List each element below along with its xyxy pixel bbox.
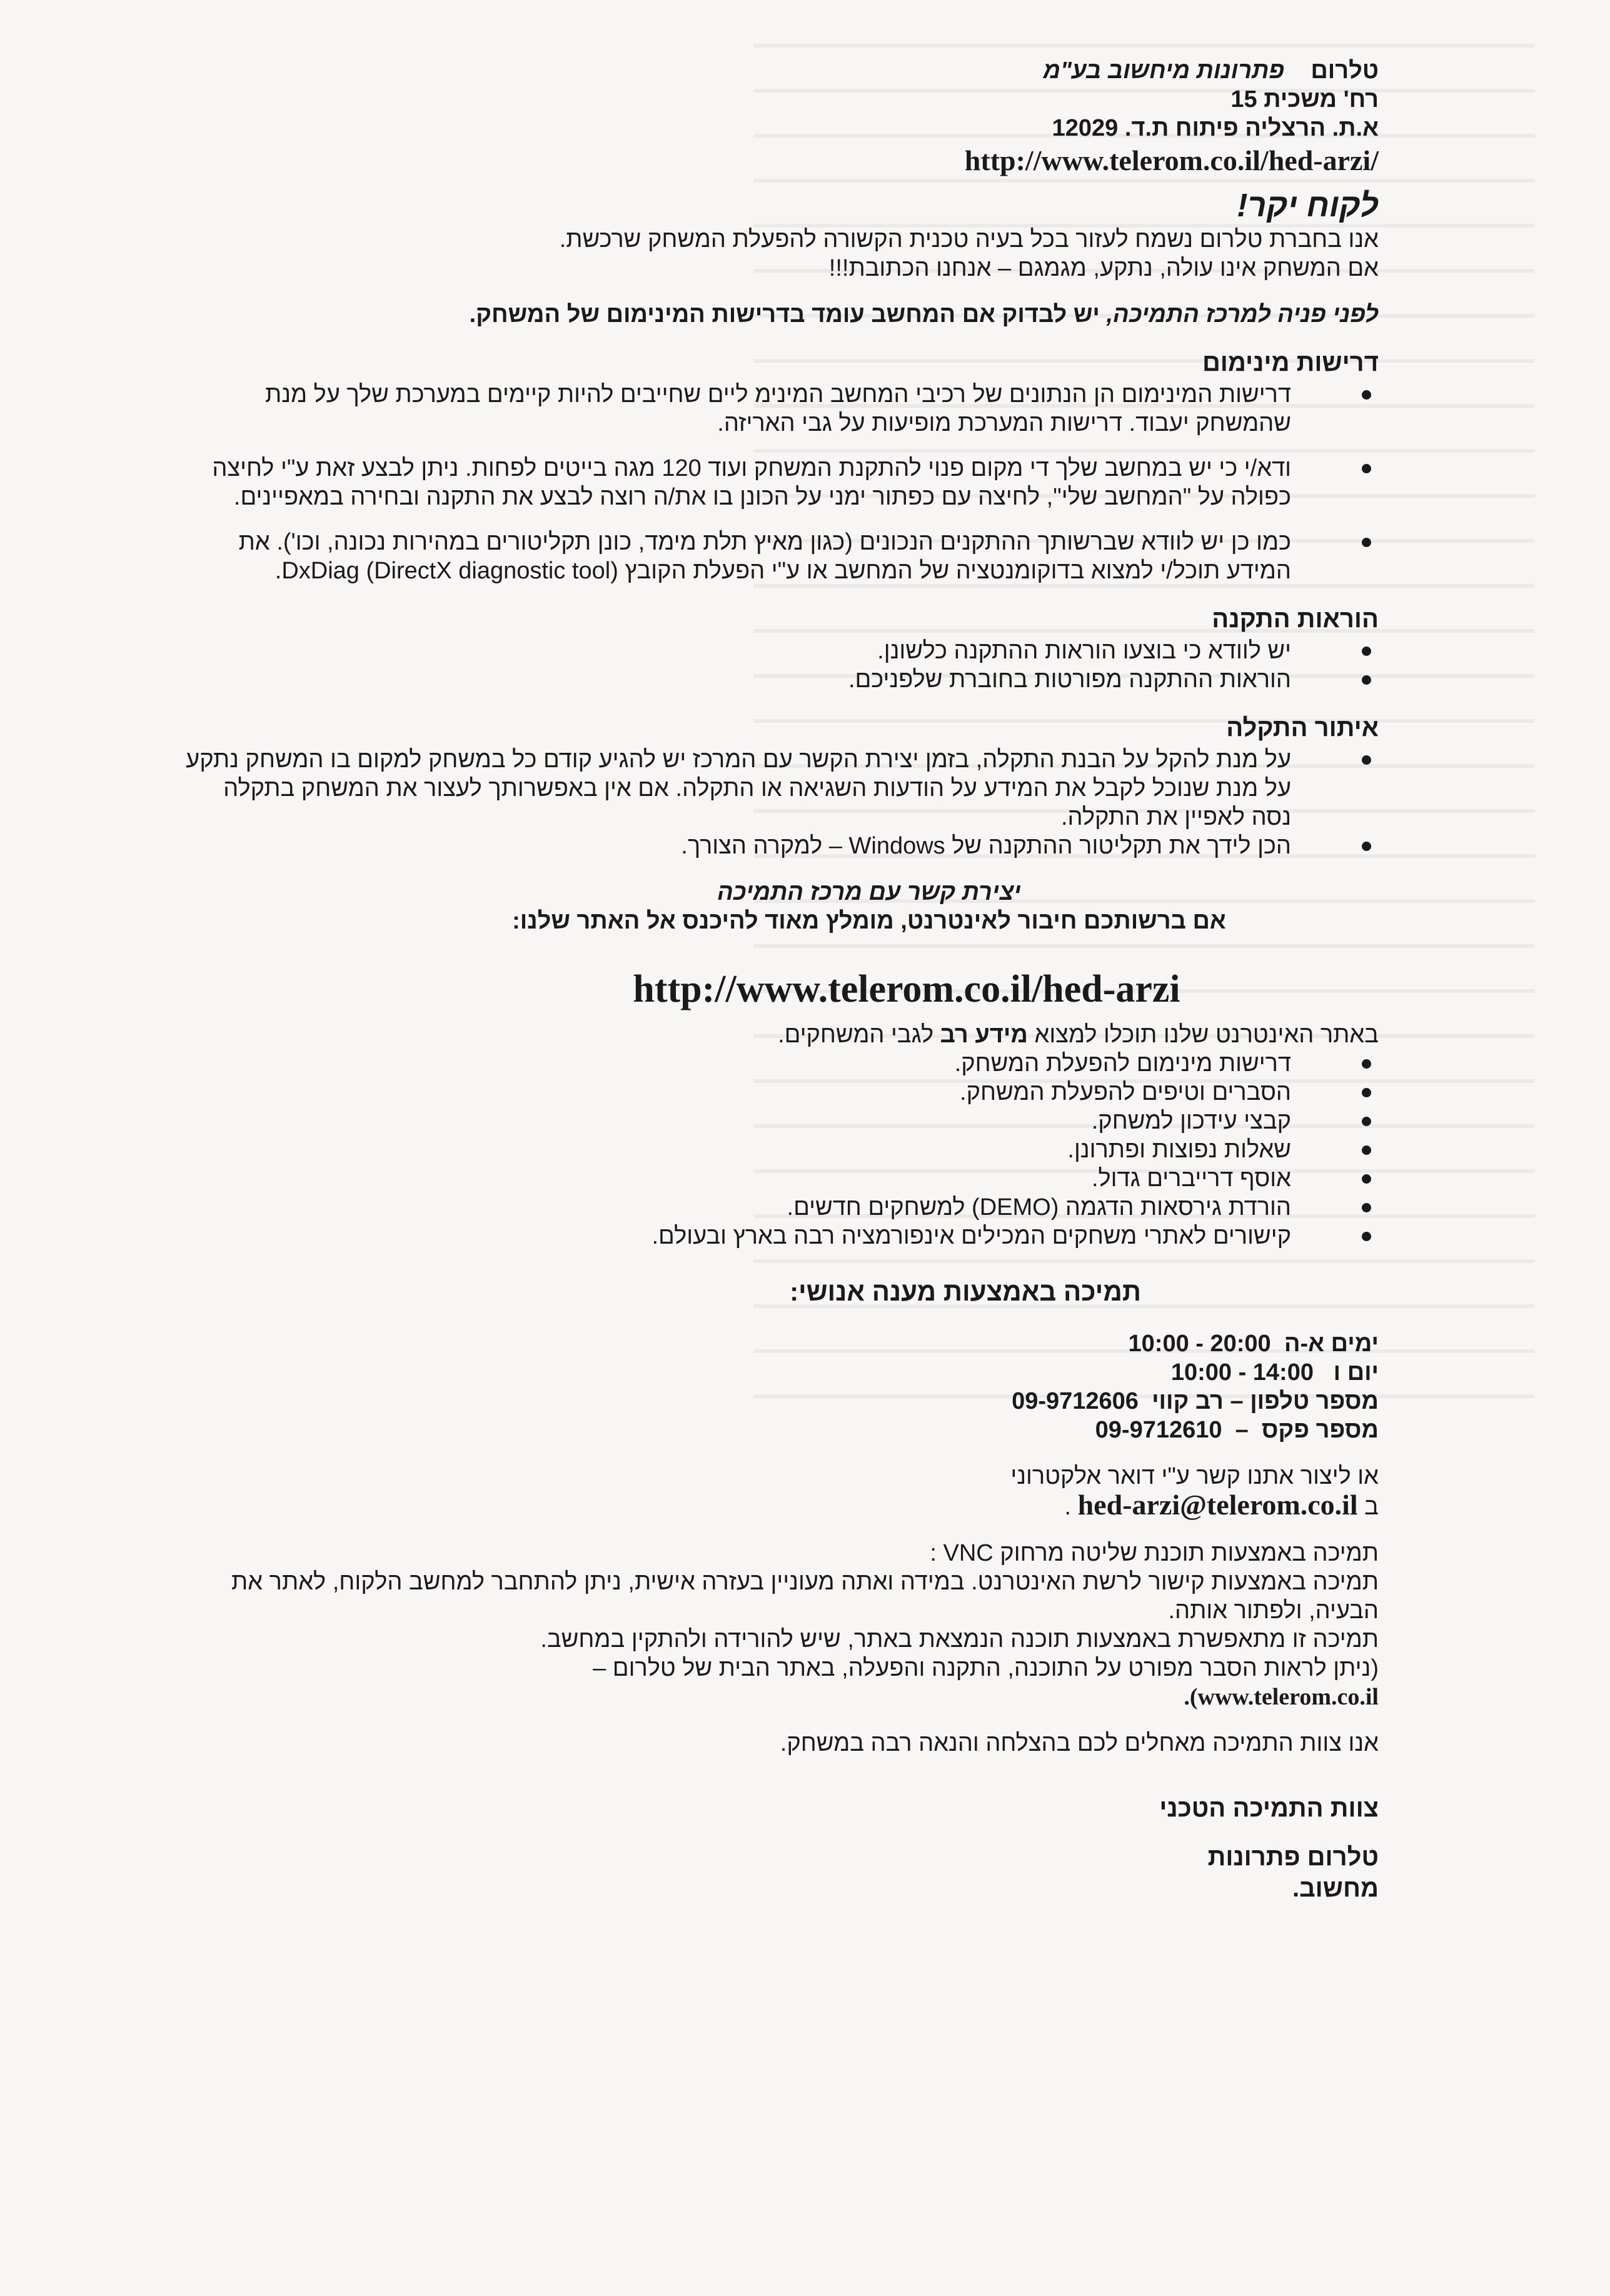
letterhead [172, 56, 1379, 179]
fault-heading: איתור התקלה [1226, 714, 1379, 742]
site-features-list [172, 1049, 1379, 1251]
min-req-list [172, 380, 1379, 585]
signature-team: צוות התמיכה הטכני [1159, 1795, 1379, 1822]
intro-line-2: אם המשחק אינו עולה, נתקע, מגמגם – אנחנו הכתובת!!! [828, 255, 1379, 281]
intro-note-bold: לפני פניה למרכז התמיכה, [1106, 301, 1379, 328]
vnc-line-5[interactable]: www.telerom.co.il). [1184, 1684, 1379, 1710]
list-item: דרישות המינימום הן הנתונים של רכיבי המחשב המינימ ליים שחייבים להיות קיימים במערכת שלך על מנת שהמשחק יעבוד. דרישות המערכת מופיעות על גבי האריזה. [184, 380, 1379, 438]
phone-line: מספר טלפון – רב קווי 09-9712606 [1012, 1388, 1379, 1414]
closing-line: אנו צוות התמיכה מאחלים לכם בהצלחה והנאה רבה במשחק. [780, 1730, 1379, 1756]
human-support-heading: תמיכה באמצעות מענה אנושי: [790, 1277, 1141, 1306]
list-item: שאלות נפוצות ופתרונן. [184, 1135, 1379, 1164]
vnc-line-4: (ניתן לראות הסבר מפורט על התוכנה, התקנה והפעלה, באתר הבית של טלרום – [593, 1655, 1379, 1681]
street-address: רח' משכית 15 [1230, 86, 1379, 113]
fax-number: 09-9712610 [1095, 1417, 1222, 1443]
contact-subtitle: אם ברשותכם חיבור לאינטרנט, מומלץ מאוד להיכנס אל האתר שלנו: [512, 908, 1226, 934]
vnc-line-3: תמיכה זו מתאפשרת באמצעות תוכנה הנמצאת באתר, שיש להורידה ולהתקין במחשב. [540, 1626, 1379, 1653]
contact-heading: יצירת קשר עם מרכז התמיכה [717, 879, 1021, 905]
site-intro-bold: מידע רב [940, 1022, 1028, 1048]
letterhead-company [172, 56, 1379, 85]
vnc-line-1: תמיכה באמצעות תוכנת שליטה מרחוק VNC : [930, 1540, 1379, 1566]
phone-number: 09-9712606 [1012, 1388, 1139, 1414]
install-heading: הוראות התקנה [1212, 605, 1379, 633]
friday-hours: יום ו 10:00 - 14:00 [1170, 1359, 1379, 1386]
vnc-line-2: תמיכה באמצעות קישור לרשת האינטרנט. במידה ואתה מעוניין בעזרה אישית, ניתן להתחבר למחשב הלקוח, לאתר את הבעיה, ולפתור אותה. [231, 1569, 1379, 1624]
email-line: ב hed-arzi@telerom.co.il . [1064, 1489, 1379, 1521]
list-item: קישורים לאתרי משחקים המכילים אינפורמציה רבה בארץ ובעולם. [184, 1222, 1379, 1251]
min-req-heading: דרישות מינימום [1202, 349, 1379, 376]
greeting: לקוח יקר! [1237, 188, 1379, 224]
install-list [172, 637, 1379, 694]
list-item: ודא/י כי יש במחשב שלך די מקום פנוי להתקנת המשחק ועוד 120 מגה בייטים לפחות. ניתן לבצע זאת ע"י לחיצה כפולה על "המחשב שלי", לחיצה עם כפתור ימני על הכונן בו את/ה רוצה לבצע את התקנה ובחירה במאפיינים. [184, 454, 1379, 511]
company-name: טלרום [1311, 58, 1379, 84]
company-full-name: פתרונות מיחשוב בע"מ [1043, 58, 1285, 84]
site-intro: באתר האינטרנט שלנו תוכלו למצוא מידע רב לגבי המשחקים. [778, 1022, 1379, 1048]
list-item: על מנת להקל על הבנת התקלה, בזמן יצירת הקשר עם המרכז יש להגיע קודם כל במשחק למקום בו המשחק נתקע על מנת שנוכל לקבל את המידע על הודעות השגיאה או התקלה. אם אין באפשרותך לעצור את המשחק בתקלה נסה לאפיין את התקלה. [184, 745, 1379, 832]
list-item: אוסף דרייברים גדול. [184, 1164, 1379, 1193]
list-item: יש לוודא כי בוצעו הוראות ההתקנה כלשונן. [184, 637, 1379, 665]
signature-company-1: טלרום פתרונות [1207, 1843, 1379, 1871]
signature-company-2: מחשוב. [1292, 1875, 1379, 1902]
list-item: כמו כן יש לוודא שברשותך ההתקנים הנכונים (כגון מאיץ תלת מימד, כונן תקליטורים במהירות נכונה, וכו'). את המידע תוכל/י למצוא בדוקומנטציה של המחשב או ע"י הפעלת הקובץ DxDiag (DirectX diagnostic tool). [184, 528, 1379, 585]
list-item: הוראות ההתקנה מפורטות בחוברת שלפניכם. [184, 665, 1379, 694]
list-item: הסברים וטיפים להפעלת המשחק. [184, 1078, 1379, 1107]
site-url[interactable]: http://www.telerom.co.il/hed-arzi [633, 968, 1180, 1010]
fax-line: מספר פקס – 09-9712610 [1095, 1417, 1379, 1443]
weekday-hours: ימים א-ה 10:00 - 20:00 [1128, 1331, 1379, 1357]
list-item: הכן לידך את תקליטור ההתקנה של Windows – למקרה הצורך. [184, 832, 1379, 860]
intro-note-rest: יש לבדוק אם המחשב עומד בדרישות המינימום של המשחק. [469, 301, 1107, 328]
list-item: קבצי עידכון למשחק. [184, 1107, 1379, 1135]
list-item: דרישות מינימום להפעלת המשחק. [184, 1049, 1379, 1078]
intro-note [172, 300, 1379, 329]
support-email[interactable]: hed-arzi@telerom.co.il [1077, 1489, 1358, 1521]
email-intro: או ליצור אתנו קשר ע"י דואר אלקטרוני [1010, 1463, 1379, 1489]
header-url[interactable]: http://www.telerom.co.il/hed-arzi/ [964, 144, 1379, 176]
list-item: הורדת גירסאות הדגמה (DEMO) למשחקים חדשים. [184, 1193, 1379, 1222]
intro-line-1: אנו בחברת טלרום נשמח לעזור בכל בעיה טכנית הקשורה להפעלת המשחק שרכשת. [559, 226, 1379, 253]
fault-list [172, 745, 1379, 860]
support-hours [172, 1329, 1379, 1444]
postal-address: א.ת. הרצליה פיתוח ת.ד. 12029 [1052, 115, 1379, 141]
